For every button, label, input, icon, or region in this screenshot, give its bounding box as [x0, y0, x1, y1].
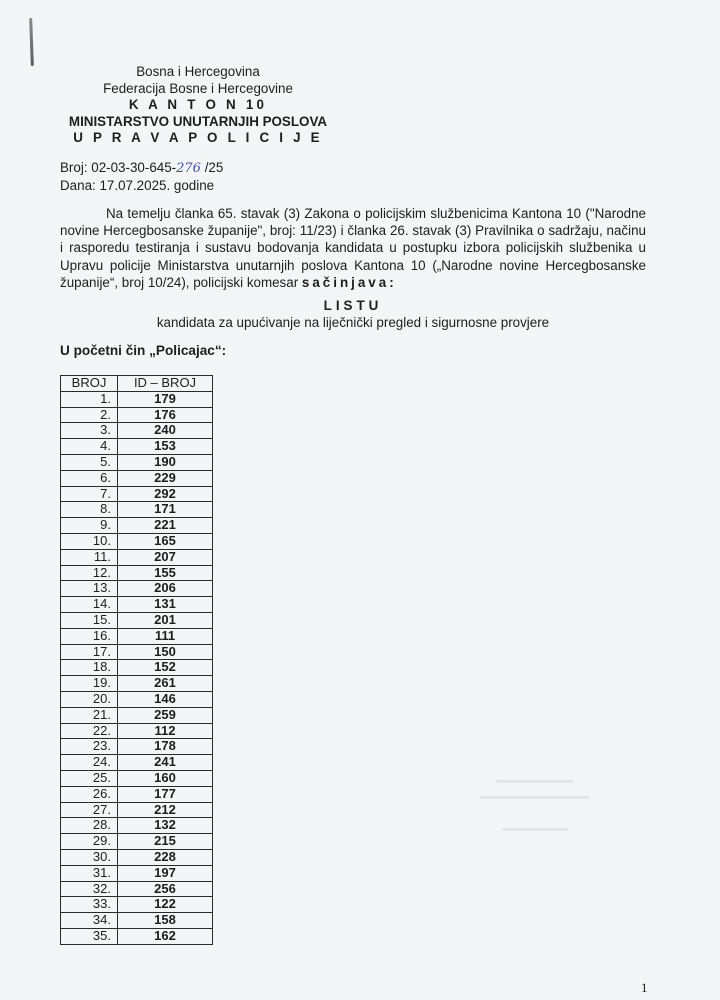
rank-label: U početni čin „Policajac“: [60, 343, 227, 358]
table-row [61, 881, 213, 897]
faint-bleedthrough-stamp: ▬▬▬▬▬▬▬ ▬▬▬▬▬▬▬▬▬▬ ▬▬▬▬▬▬ [480, 774, 590, 834]
table-row [61, 423, 213, 439]
cell-number: 10. [61, 533, 118, 549]
cell-number: 29. [61, 834, 118, 850]
cell-id: 152 [118, 660, 213, 676]
table-row [61, 802, 213, 818]
staple [29, 18, 34, 66]
legal-basis-text: Na temelju članka 65. stavak (3) Zakona o policijskim službenicima Kantona 10 ("Narodne novine Hercegbosanske županije", broj: 11/23) i članka 26. stavak (3) Pravilnika o sadržaju, načinu i rasporedu testiranja i sustavu bodovanja kandidata u postupku izbora policijskih službenika u Upravu policije Ministarstva unutarnjih poslova Kantona 10 („Narodne novine Hercegbosanske županije“, broj 10/24), policijski komesar [60, 206, 646, 290]
table-row [61, 676, 213, 692]
cell-number: 9. [61, 518, 118, 534]
cell-id: 146 [118, 691, 213, 707]
cell-number: 25. [61, 770, 118, 786]
header-ministry: MINISTARSTVO UNUTARNJIH POSLOVA [68, 113, 328, 129]
cell-number: 16. [61, 628, 118, 644]
table-row [61, 407, 213, 423]
cell-number: 12. [61, 565, 118, 581]
cell-id: 240 [118, 423, 213, 439]
cell-number: 17. [61, 644, 118, 660]
cell-id: 112 [118, 723, 213, 739]
cell-number: 19. [61, 676, 118, 692]
cell-number: 4. [61, 439, 118, 455]
reference-number [60, 159, 223, 177]
cell-number: 28. [61, 818, 118, 834]
table-row [61, 439, 213, 455]
table-row [61, 518, 213, 534]
cell-number: 5. [61, 454, 118, 470]
cell-id: 229 [118, 470, 213, 486]
cell-id: 256 [118, 881, 213, 897]
cell-id: 221 [118, 518, 213, 534]
cell-id: 122 [118, 897, 213, 913]
cell-id: 131 [118, 597, 213, 613]
table-row [61, 691, 213, 707]
cell-id: 178 [118, 739, 213, 755]
table-row [61, 928, 213, 944]
cell-id: 179 [118, 391, 213, 407]
cell-id: 261 [118, 676, 213, 692]
cell-id: 171 [118, 502, 213, 518]
cell-id: 132 [118, 818, 213, 834]
document-date: Dana: 17.07.2025. godine [60, 178, 215, 193]
table-row [61, 597, 213, 613]
cell-number: 24. [61, 755, 118, 771]
cell-number: 6. [61, 470, 118, 486]
cell-id: 162 [118, 928, 213, 944]
cell-id: 207 [118, 549, 213, 565]
table-row [61, 502, 213, 518]
cell-number: 2. [61, 407, 118, 423]
table-row [61, 581, 213, 597]
legal-basis-paragraph [60, 205, 646, 291]
column-header-id: ID – BROJ [118, 376, 213, 392]
cell-id: 201 [118, 612, 213, 628]
table-row [61, 770, 213, 786]
table-row [61, 723, 213, 739]
cell-number: 32. [61, 881, 118, 897]
table-row [61, 644, 213, 660]
cell-id: 190 [118, 454, 213, 470]
cell-number: 35. [61, 928, 118, 944]
reference-prefix: Broj: 02-03-30-645- [60, 160, 177, 175]
table-row [61, 612, 213, 628]
cell-id: 259 [118, 707, 213, 723]
header-country: Bosna i Hercegovina [136, 64, 260, 79]
table-header-row [61, 376, 213, 392]
cell-id: 197 [118, 865, 213, 881]
table-row [61, 707, 213, 723]
table-row [61, 391, 213, 407]
cell-id: 153 [118, 439, 213, 455]
cell-number: 1. [61, 391, 118, 407]
table-row [61, 865, 213, 881]
table-row [61, 849, 213, 865]
table-row [61, 834, 213, 850]
table-row [61, 913, 213, 929]
table-row [61, 454, 213, 470]
candidate-table-body [61, 391, 213, 944]
cell-number: 21. [61, 707, 118, 723]
cell-number: 13. [61, 581, 118, 597]
list-title-subtitle: kandidata za upućivanje na liječnički pregled i sigurnosne provjere [156, 315, 550, 330]
document-meta [60, 159, 223, 194]
page-number: 1 [641, 980, 648, 995]
cell-number: 3. [61, 423, 118, 439]
header-federation: Federacija Bosne i Hercegovine [103, 80, 293, 96]
legal-basis-emphasis: sačinjava: [301, 274, 397, 290]
cell-id: 292 [118, 486, 213, 502]
cell-id: 165 [118, 533, 213, 549]
header-police-administration: U P R A V A P O L I C I J E [73, 130, 323, 145]
reference-suffix: /25 [204, 160, 224, 175]
cell-number: 11. [61, 549, 118, 565]
cell-id: 215 [118, 834, 213, 850]
cell-id: 176 [118, 407, 213, 423]
cell-number: 30. [61, 849, 118, 865]
table-row [61, 486, 213, 502]
table-row [61, 755, 213, 771]
table-row [61, 897, 213, 913]
cell-number: 26. [61, 786, 118, 802]
cell-id: 111 [118, 628, 213, 644]
cell-number: 34. [61, 913, 118, 929]
table-row [61, 660, 213, 676]
cell-number: 23. [61, 739, 118, 755]
candidate-table [60, 375, 213, 945]
table-row [61, 565, 213, 581]
cell-id: 177 [118, 786, 213, 802]
cell-id: 160 [118, 770, 213, 786]
cell-id: 212 [118, 802, 213, 818]
table-row [61, 739, 213, 755]
cell-id: 155 [118, 565, 213, 581]
cell-number: 7. [61, 486, 118, 502]
cell-number: 31. [61, 865, 118, 881]
cell-number: 8. [61, 502, 118, 518]
table-row [61, 470, 213, 486]
list-title-main: LISTU [323, 298, 383, 313]
cell-number: 15. [61, 612, 118, 628]
table-row [61, 533, 213, 549]
cell-id: 206 [118, 581, 213, 597]
column-header-number: BROJ [61, 376, 118, 392]
cell-id: 228 [118, 849, 213, 865]
header-canton: K A N T O N 10 [128, 97, 268, 112]
cell-number: 33. [61, 897, 118, 913]
cell-number: 27. [61, 802, 118, 818]
cell-number: 18. [61, 660, 118, 676]
table-row [61, 549, 213, 565]
cell-number: 20. [61, 691, 118, 707]
list-title [60, 297, 646, 331]
cell-id: 158 [118, 913, 213, 929]
cell-id: 241 [118, 755, 213, 771]
table-row [61, 786, 213, 802]
cell-number: 14. [61, 597, 118, 613]
table-row [61, 818, 213, 834]
table-row [61, 628, 213, 644]
cell-number: 22. [61, 723, 118, 739]
reference-handwritten: 276 [176, 161, 201, 176]
letterhead [60, 64, 336, 147]
cell-id: 150 [118, 644, 213, 660]
